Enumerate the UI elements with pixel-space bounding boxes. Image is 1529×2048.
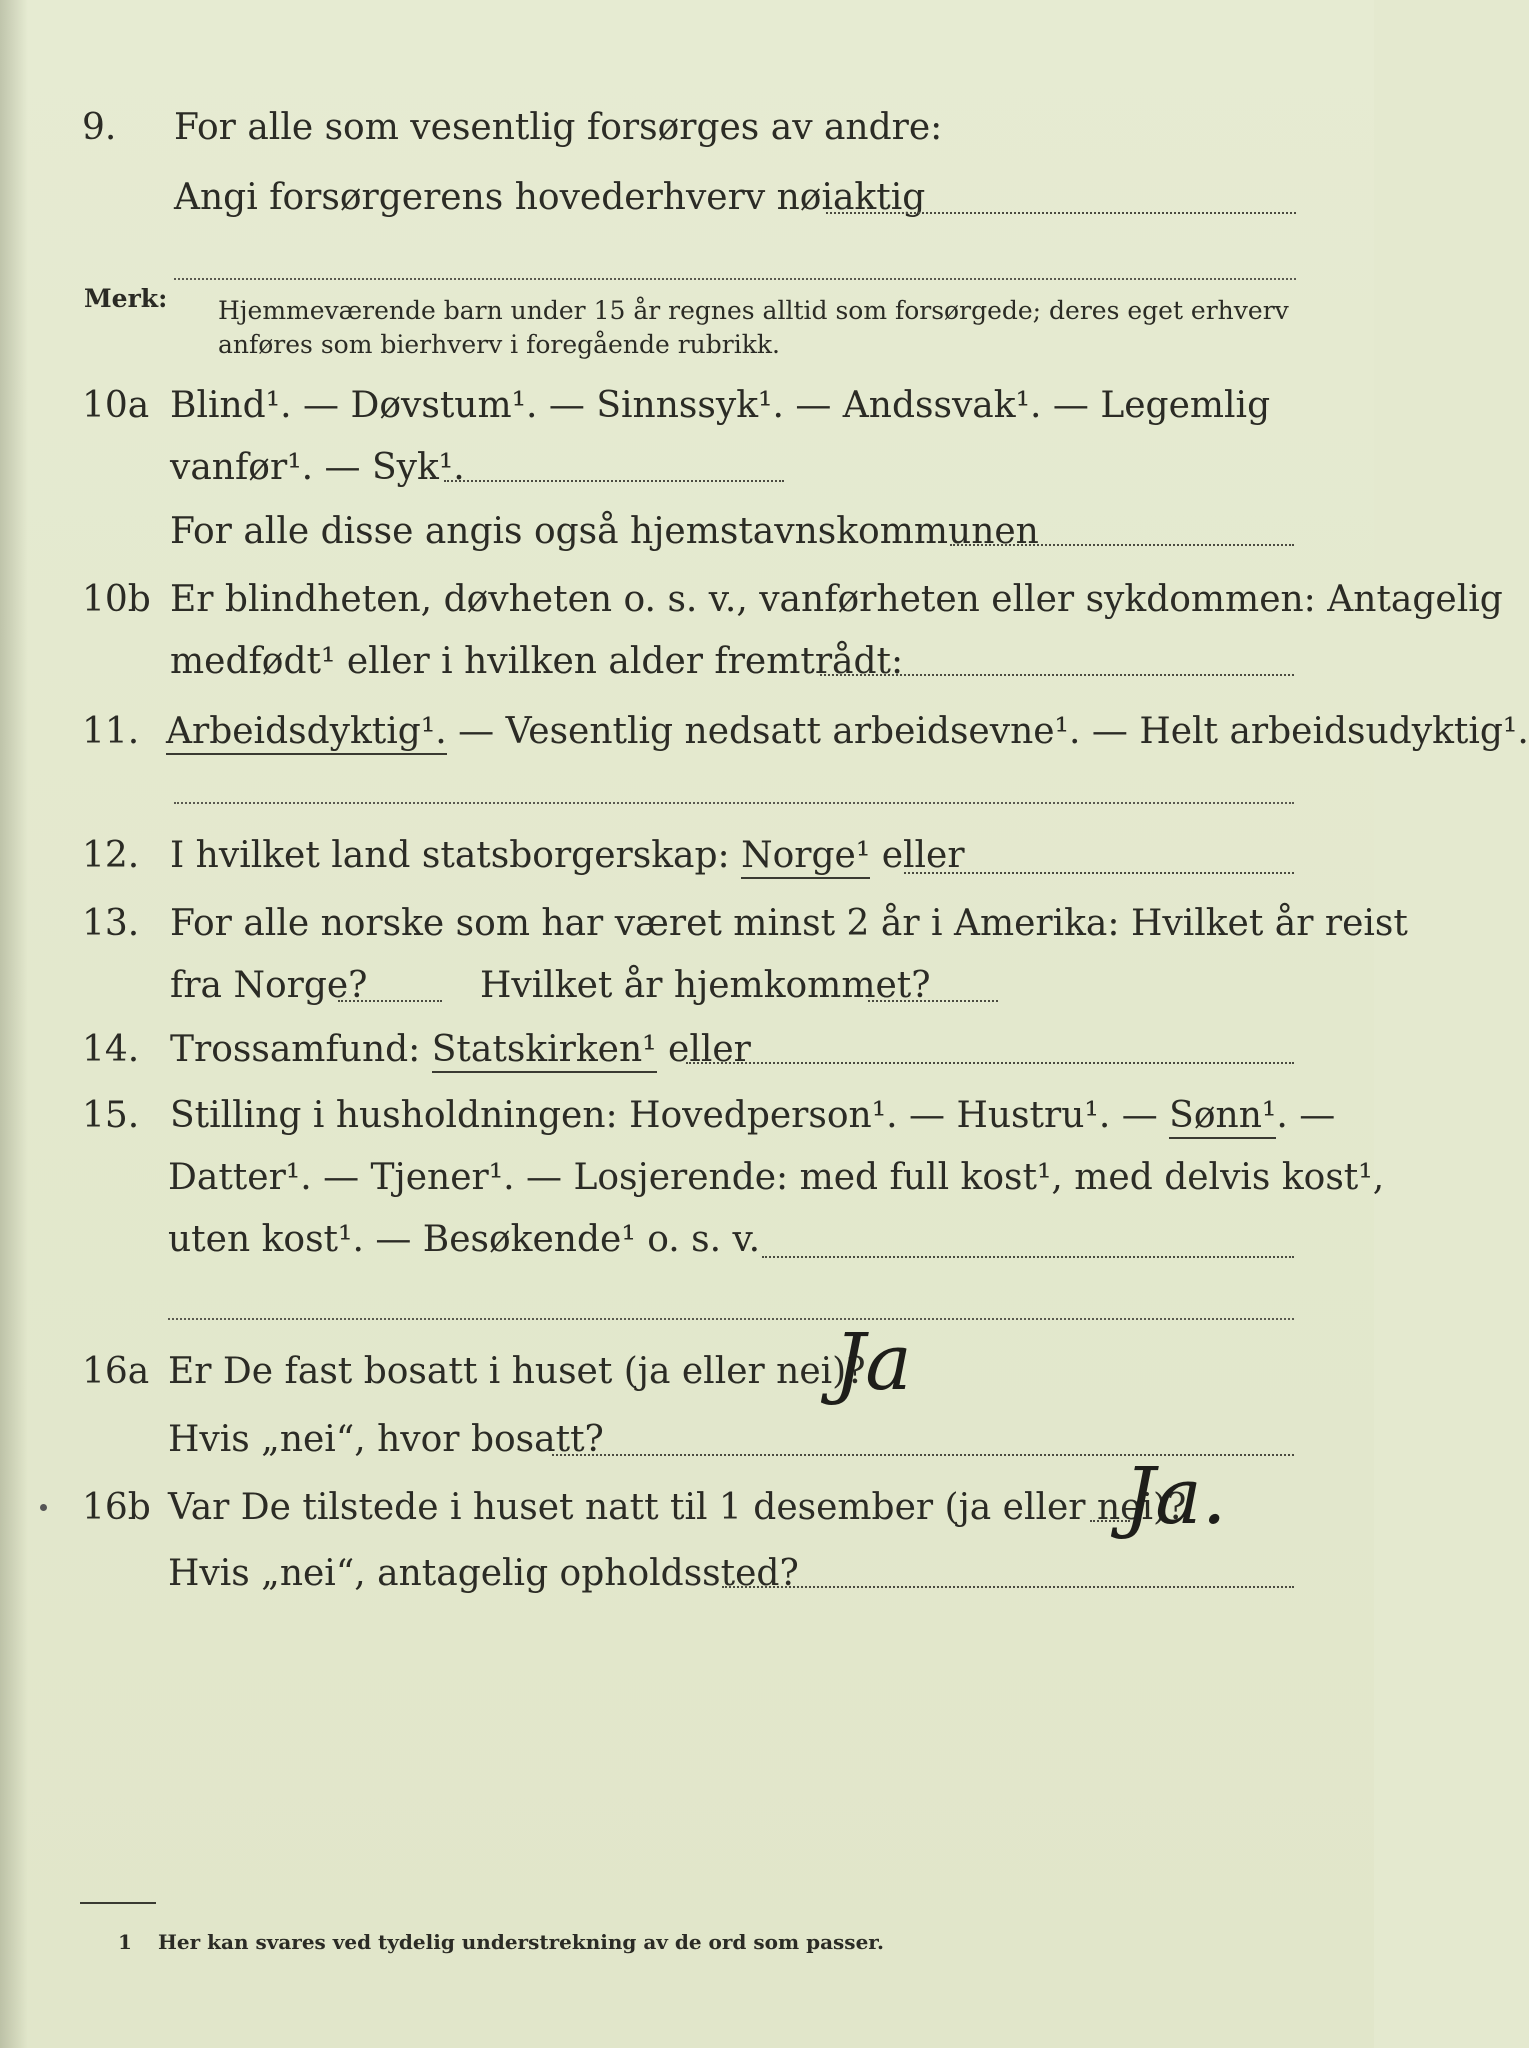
q14-text xyxy=(170,1028,751,1072)
q9-line1: For alle som vesentlig forsørges av andre: xyxy=(174,107,943,148)
q12-selected-option[interactable]: Norge¹ xyxy=(741,835,870,879)
q16b-number: 16b xyxy=(82,1487,151,1528)
q16b-line1: Var De tilstede i huset natt til 1 desember (ja eller nei)? xyxy=(168,1487,1187,1528)
q15-number: 15. xyxy=(82,1095,140,1136)
q16a-line2: Hvis „nei“, hvor bosatt? xyxy=(168,1419,604,1460)
q16a-line1: Er De fast bosatt i huset (ja eller nei)? xyxy=(168,1351,866,1392)
q10a-answer-line[interactable] xyxy=(444,480,784,482)
q15-answer-line[interactable] xyxy=(762,1256,1294,1258)
q15-second-answer-line[interactable] xyxy=(168,1318,1294,1320)
q15-line1-pre: Stilling i husholdningen: Hovedperson¹. — Hustru¹. — xyxy=(170,1095,1170,1136)
q16b-location-line[interactable] xyxy=(722,1586,1294,1588)
q9-second-answer-line[interactable] xyxy=(174,278,1296,280)
q16b-handwritten-answer[interactable]: Ja. xyxy=(1124,1452,1227,1542)
q12-number: 12. xyxy=(82,835,140,876)
q15-line1-post: . — xyxy=(1276,1095,1336,1136)
q16b-line2: Hvis „nei“, antagelig opholdssted? xyxy=(168,1553,799,1594)
page-edge-shadow xyxy=(0,0,28,2048)
q10a-line2: vanfør¹. — Syk¹. xyxy=(170,447,465,488)
q9-answer-line[interactable] xyxy=(826,212,1296,214)
q13-line2b: Hvilket år hjemkommet? xyxy=(480,965,931,1006)
q10a-number: 10a xyxy=(82,385,150,426)
margin-dot xyxy=(40,1504,47,1511)
q15-line1 xyxy=(170,1094,1335,1138)
q15-line2: Datter¹. — Tjener¹. — Losjerende: med full kost¹, med delvis kost¹, xyxy=(168,1157,1385,1198)
q14-selected-option[interactable]: Statskirken¹ xyxy=(432,1029,657,1073)
q14-answer-line[interactable] xyxy=(686,1062,1294,1064)
q14-number: 14. xyxy=(82,1029,140,1070)
q12-answer-line[interactable] xyxy=(904,872,1294,874)
q9-number: 9. xyxy=(82,107,117,148)
q11-text xyxy=(166,710,1529,754)
q13-return-line[interactable] xyxy=(868,1000,998,1002)
q10a-line1: Blind¹. — Døvstum¹. — Sinnssyk¹. — Andssvak¹. — Legemlig xyxy=(170,385,1271,426)
q13-line2a: fra Norge? xyxy=(170,965,368,1006)
q13-line1: For alle norske som har været minst 2 år i Amerika: Hvilket år reist xyxy=(170,903,1408,944)
q13-departure-line[interactable] xyxy=(338,1000,442,1002)
q9-line2: Angi forsørgerens hovederhverv nøiaktig xyxy=(174,177,926,218)
q11-selected-option[interactable]: Arbeidsdyktig¹. xyxy=(166,711,447,755)
q15-selected-option[interactable]: Sønn¹ xyxy=(1169,1095,1276,1139)
q10b-answer-line[interactable] xyxy=(820,674,1294,676)
footnote-rule xyxy=(80,1902,156,1904)
q15-line3: uten kost¹. — Besøkende¹ o. s. v. xyxy=(168,1219,761,1260)
q12-pre: I hvilket land statsborgerskap: xyxy=(170,835,742,876)
q10b-line2: medfødt¹ eller i hvilken alder fremtrådt: xyxy=(170,641,904,682)
q14-post: eller xyxy=(656,1029,751,1070)
q10b-line1: Er blindheten, døvheten o. s. v., vanførheten eller sykdommen: Antagelig xyxy=(170,579,1503,620)
q13-number: 13. xyxy=(82,903,140,944)
q10a-municipality-line[interactable] xyxy=(950,544,1294,546)
q11-rest: — Vesentlig nedsatt arbeidsevne¹. — Helt arbeidsudyktig¹. xyxy=(446,711,1529,752)
q12-text xyxy=(170,834,965,878)
q14-pre: Trossamfund: xyxy=(170,1029,432,1070)
q12-post: eller xyxy=(870,835,965,876)
q11-number: 11. xyxy=(82,711,140,752)
note-label: Merk: xyxy=(84,284,168,313)
q10a-line3: For alle disse angis også hjemstavnskommunen xyxy=(170,511,1039,552)
footnote-mark: 1 xyxy=(118,1930,132,1954)
note-line1: Hjemmeværende barn under 15 år regnes alltid som forsørgede; deres eget erhverv xyxy=(218,296,1289,325)
q11-answer-line[interactable] xyxy=(174,802,1294,804)
q10b-number: 10b xyxy=(82,579,151,620)
q16a-number: 16a xyxy=(82,1351,150,1392)
note-line2: anføres som bierhverv i foregående rubrikk. xyxy=(218,330,780,359)
q16a-handwritten-answer[interactable]: Ja xyxy=(834,1318,912,1408)
footnote-text: Her kan svares ved tydelig understrekning av de ord som passer. xyxy=(158,1930,884,1954)
